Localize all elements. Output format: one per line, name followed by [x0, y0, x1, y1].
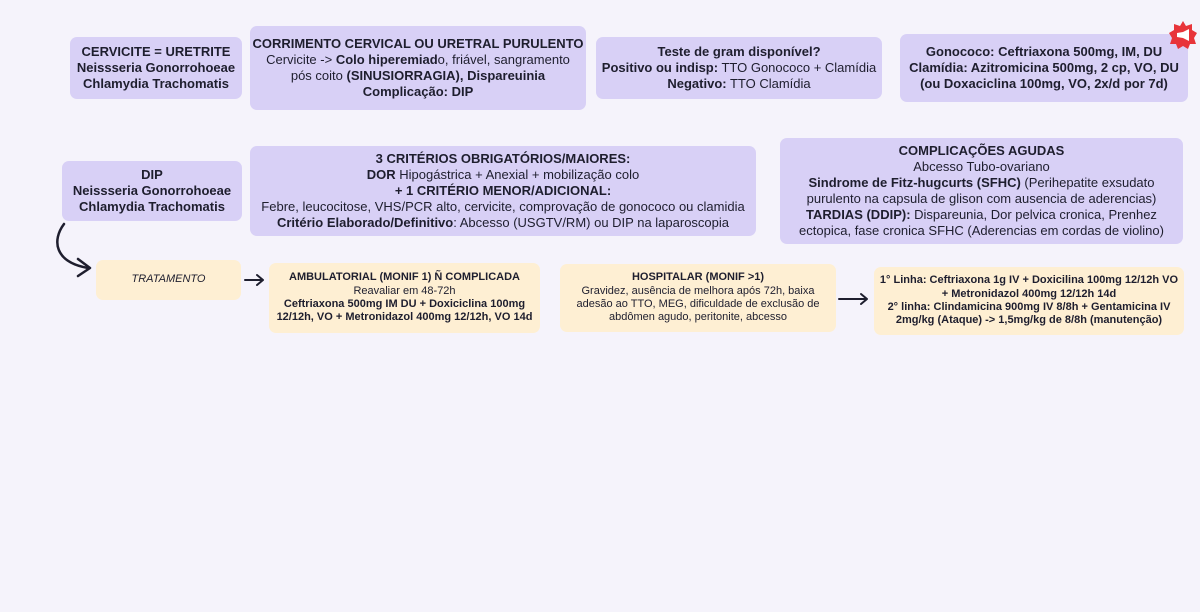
complicacoes-title: COMPLICAÇÕES AGUDAS: [898, 143, 1065, 159]
criterios-elaborado: Critério Elaborado/Definitivo: Abcesso (USGTV/RM) ou DIP na laparoscopia: [276, 214, 730, 230]
hospitalar-tto-box: [874, 267, 1184, 335]
criterios-dor: DOR Hipogástrica + Anexial + mobilização colo: [366, 167, 640, 183]
hospitalar-tto-2b: 2mg/kg (Ataque) -> 1,5mg/kg de 8/8h (manutenção): [895, 314, 1163, 327]
tratamento-cervicite-box: [900, 34, 1188, 102]
criterios-menor: + 1 CRITÉRIO MENOR/ADICIONAL:: [394, 183, 612, 199]
hospitalar-criterio-2: adesão ao TTO, MEG, dificuldade de exclusão de: [576, 298, 820, 310]
ambulatorial-tto-2: 12/12h, VO + Metronidazol 400mg 12/12h, VO 14d: [276, 311, 533, 324]
hospitalar-criterio-1: Gravidez, ausência de melhora após 72h, baixa: [581, 284, 815, 297]
hospitalar-title: HOSPITALAR (MONIF >1): [631, 271, 765, 284]
criterios-box: [250, 146, 756, 236]
complicacoes-tardias-desc: ectopica, fase cronica SFHC (Aderencias em cordas de violino): [799, 222, 1164, 238]
corrimento-title: CORRIMENTO CERVICAL OU URETRAL PURULENTO: [252, 36, 584, 52]
dip-pathogen-1: Neissseria Gonorrohoeae: [72, 183, 232, 199]
right-arrow-icon: [838, 292, 870, 306]
cervicite-pathogen-2: Chlamydia Trachomatis: [83, 75, 229, 91]
dip-title: DIP: [141, 167, 163, 183]
ambulatorial-tto-1: Ceftriaxona 500mg IM DU + Doxiciclina 100mg: [283, 298, 526, 310]
megaphone-badge-icon: [1168, 20, 1198, 50]
corrimento-complicacao: Complicação: DIP: [362, 83, 474, 99]
curved-arrow-icon: [50, 222, 96, 282]
cervicite-pathogen-1: Neissseria Gonorrohoeae: [76, 60, 236, 76]
hospitalar-box: [560, 264, 836, 332]
gram-box: [596, 37, 882, 99]
gonococo-tto: Gonococo: Ceftriaxona 500mg, IM, DU: [925, 44, 1163, 60]
gram-positivo: Positivo ou indisp: TTO Gonococo + Clamídia: [601, 60, 877, 76]
complicacoes-tardias: TARDIAS (DDIP): Dispareunia, Dor pelvica cronica, Prenhez: [806, 206, 1157, 222]
dip-box: [62, 161, 242, 221]
ambulatorial-box: [269, 263, 540, 333]
hospitalar-tto-2: 2° linha: Clindamicina 900mg IV 8/8h + Gentamicina IV: [887, 301, 1171, 313]
dip-pathogen-2: Chlamydia Trachomatis: [79, 198, 225, 214]
complicacoes-sfhc-desc: purulento na capsula de glison com ausencia de aderencias): [806, 191, 1157, 206]
complicacoes-box: [780, 138, 1183, 244]
clamidia-tto-alt: (ou Doxaciclina 100mg, VO, 2x/d por 7d): [920, 75, 1168, 91]
ambulatorial-reavaliar: Reavaliar em 48-72h: [353, 284, 456, 297]
clamidia-tto: Clamídia: Azitromicina 500mg, 2 cp, VO, DU: [909, 60, 1179, 76]
corrimento-line-3: pós coito (SINUSIORRAGIA), Dispareuinia: [290, 68, 546, 83]
tratamento-box: [96, 260, 241, 300]
complicacoes-abcesso: Abcesso Tubo-ovariano: [913, 159, 1050, 175]
gram-title: Teste de gram disponível?: [657, 44, 821, 60]
tratamento-label: TRATAMENTO: [131, 273, 206, 286]
criterios-lista: Febre, leucocitose, VHS/PCR alto, cervicite, comprovação de gonococo ou clamidia: [261, 198, 745, 214]
cervicite-box: [70, 37, 242, 99]
complicacoes-sfhc: Sindrome de Fitz-hugcurts (SFHC) (Perihepatite exsudato: [808, 175, 1155, 191]
hospitalar-tto-1b: + Metronidazol 400mg 12/12h 14d: [941, 287, 1117, 300]
criterios-title: 3 CRITÉRIOS OBRIGATÓRIOS/MAIORES:: [375, 151, 631, 167]
right-arrow-icon: [244, 273, 266, 287]
gram-negativo: Negativo: TTO Clamídia: [667, 75, 811, 91]
hospitalar-criterio-3: abdômen agudo, peritonite, abcesso: [609, 311, 787, 324]
corrimento-line-2: Cervicite -> Colo hiperemiado, friável, sangramento: [266, 52, 570, 68]
ambulatorial-title: AMBULATORIAL (MONIF 1) Ñ COMPLICADA: [289, 271, 520, 284]
corrimento-box: [250, 26, 586, 110]
cervicite-title: CERVICITE = URETRITE: [81, 44, 231, 60]
hospitalar-tto-1: 1° Linha: Ceftriaxona 1g IV + Doxicilina 100mg 12/12h VO: [879, 274, 1179, 287]
